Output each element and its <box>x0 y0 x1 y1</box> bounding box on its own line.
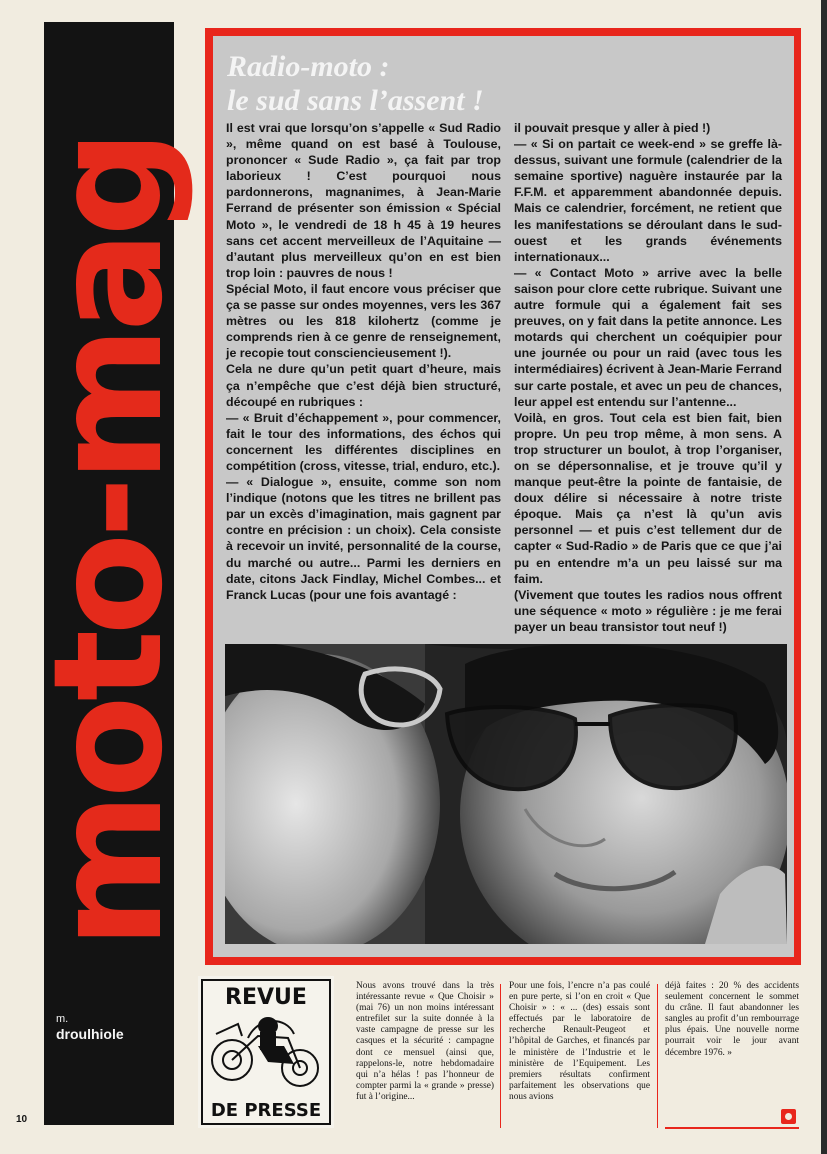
article-paragraph: — « Dialogue », ensuite, comme son nom l’indique (notons que les titres ne brillent pas par un excès d’imagination, mais gagnent par contre en précision : un choix). Cela consiste à recevoir un invité, personnalité de la course, du marché ou autre... Parmi les derniers en date, citons Jack Findlay, Michel Combes... et Franck Lucas (pour une fois avantagé : <box>226 475 501 602</box>
article-paragraph: — « Contact Moto » arrive avec la belle saison pour clore cette rubrique. Suivant une autre formule qui a également fait ses preuves, on y fait dans la petite annonce. Les motards qui cherchent un coéquipier pour une journée ou pour un raid (avec tous les intermédiaires) écrivent à Jean-Marie Ferrand sur carte postale, et avec un peu de chances, leur appel est entendu sur l’antenne... <box>514 265 782 409</box>
headline-line-1: Radio-moto : <box>227 50 390 83</box>
article-column-2 <box>514 120 782 635</box>
article-column-1 <box>226 120 501 603</box>
article-headline <box>227 50 484 118</box>
press-review-logo-graphic <box>198 976 334 1128</box>
article-paragraph: Cela ne dure qu’un petit quart d’heure, mais ça n’empêche que c’est déjà bien structuré, découpé en rubriques : <box>226 362 501 409</box>
bottom-rule <box>665 1127 799 1129</box>
logo-top-text: REVUE <box>225 985 307 1010</box>
article-paragraph: (Vivement que toutes les radios nous offrent une séquence « moto » régulière : je me ferai payer un beau transistor tout neuf !) <box>514 587 782 634</box>
article-paragraph: il pouvait presque y aller à pied !) <box>514 121 711 135</box>
article-paragraph: — « Si on partait ce week-end » se greffe là-dessus, suivant une formule (calendrier de la semaine sportive) naguère instaurée par la F.F.M. et apparemment abandonnée depuis. Mais ce calendrier, forcément, ne retient que les manifestations se déroulant dans le sud-ouest et les grands événements internationaux... <box>514 137 782 264</box>
revue-de-presse-logo <box>198 976 334 1128</box>
column-divider <box>500 984 501 1128</box>
end-mark-icon <box>781 1109 796 1124</box>
article-paragraph: Voilà, en gros. Tout cela est bien fait, bien propre. Un peu trop même, à mon sens. A trop structurer un boulot, à trop l’organiser, on se dépersonnalise, et je trouve qu’il y manque peut-être la pointe de fantaisie, de doux délire si nécessaire à notre triste époque. Mais ça n’est là qu’un avis personnel — et puis c’est tellement dur de capter « Sud-Radio » de Paris que ce que j’ai pu en entendre m’a un peu laissé sur ma faim. <box>514 410 782 586</box>
author-credit <box>56 1012 124 1042</box>
headline-line-2: le sud sans l’assent ! <box>227 84 484 117</box>
article-paragraph: Spécial Moto, il faut encore vous préciser que ça se passe sur ondes moyennes, vers les 367 mètres ou les 818 kilohertz (comme je comprends rien à ce genre de renseignement, je recopie tout consciencieusement !). <box>226 281 501 361</box>
photo-illustration <box>225 644 787 944</box>
article-paragraph: Il est vrai que lorsqu’on s’appelle « Sud Radio », même quand on est basé à Toulouse, prononcer « Sude Radio », ça fait par trop laborieux ! C’est pourquoi nous pardonnerons, magnanimes, à Jean-Marie Ferrand de présenter son émission « Spécial Moto », le vendredi de 18 h 45 à 19 heures sans cet accent merveilleux de l’Aquitaine — d’autant plus merveilleux qu’on en est bien trop loin : pauvres de nous ! <box>226 121 501 280</box>
article-panel <box>213 36 794 957</box>
page-number: 10 <box>16 1114 28 1125</box>
column-divider <box>657 984 658 1128</box>
page-edge <box>821 0 827 1154</box>
revue-column-3: déjà faites : 20 % des accidents seulement concernent le sommet du crâne. Il faut abandonner les sangles au profit d’un rembourrage plus épais. Une nouvelle norme pourrait voir le jour avant décembre 1976. » <box>665 981 799 1058</box>
author-name: droulhiole <box>56 1026 124 1042</box>
revue-column-1: Nous avons trouvé dans la très intéressante revue « Que Choisir » (mai 76) un non moins intéressant entrefilet sur la suite donnée à la vaste campagne de presse sur les casques et la sécurité : campagne dont ce mensuel (ainsi que, rappelons-le, notre hebdomadaire qui n’a hélas ! pas l’honneur de compter parmi la « grande » presse) fut à l’origine... <box>356 981 494 1102</box>
article-photo <box>225 644 787 944</box>
article-paragraph: — « Bruit d’échappement », pour commencer, fait le tour des informations, des échos qui concernent les différentes disciplines en compétition (cross, vitesse, trial, enduro, etc.). <box>226 410 501 473</box>
logo-bottom-text: DE PRESSE <box>210 1100 322 1121</box>
section-title: moto-mag <box>22 135 196 949</box>
revue-column-2: Pour une fois, l’encre n’a pas coulé en pure perte, si l’on en croit « Que Choisir » : « ... (des) essais sont effectués par le laboratoire de recherche Renault-Peugeot et l’hôpital de Garches, et financés par le ministère de l’Industrie et le ministère de l’Equipement. Les premiers résultats confirment parfaitement les observations que nous avions <box>509 981 650 1102</box>
author-initial: m. <box>56 1013 69 1025</box>
